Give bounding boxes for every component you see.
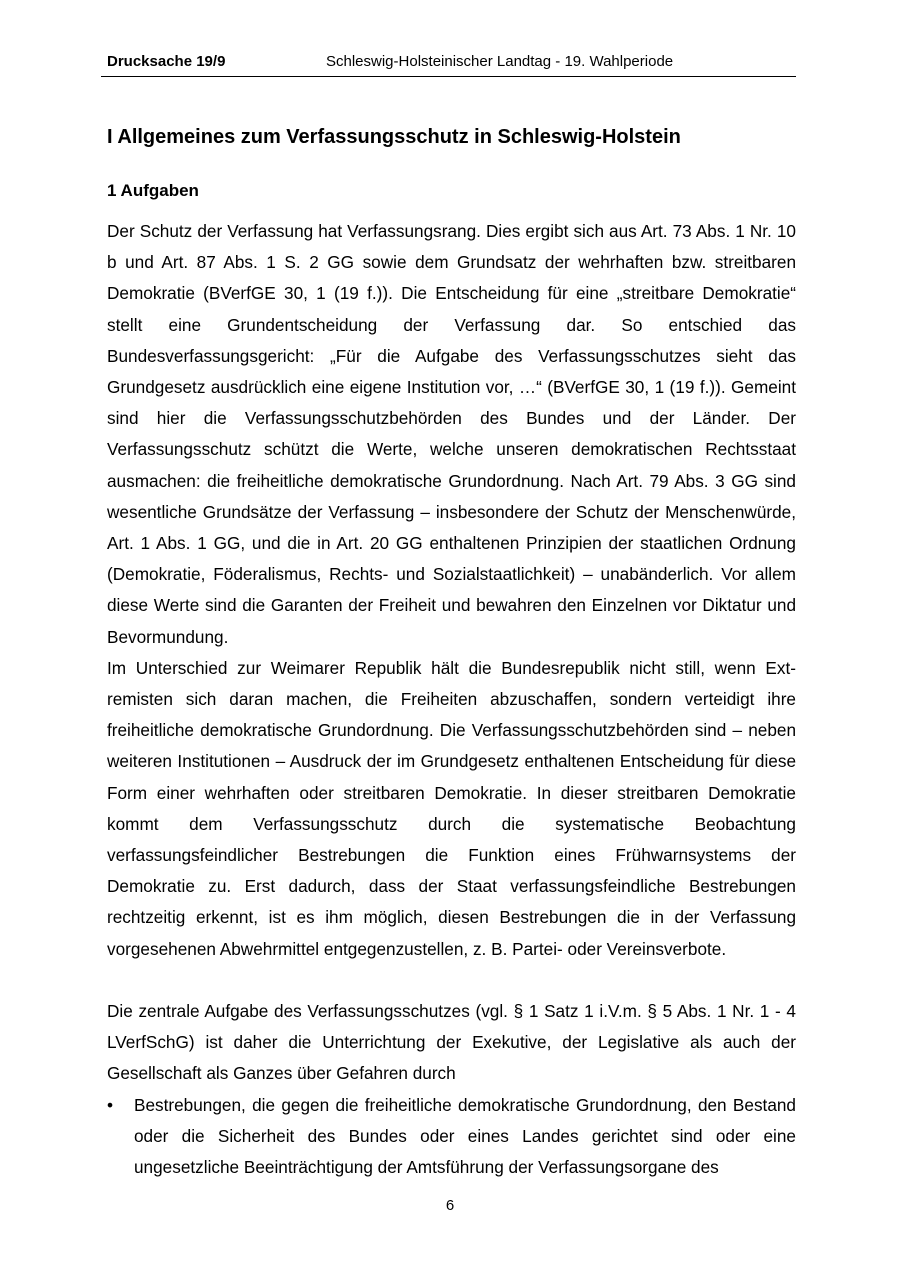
bullet-marker: • bbox=[107, 1095, 114, 1115]
subsection-title: 1 Aufgaben bbox=[107, 181, 199, 200]
body-text-block bbox=[107, 216, 796, 965]
document-number: Drucksache 19/9 bbox=[107, 53, 226, 70]
paragraph-1: Der Schutz der Verfassung hat Verfassungsrang. Dies ergibt sich aus Art. 73 Abs. 1 Nr. 10 b und Art. 87 Abs. 1 S. 2 GG sowie dem Grundsatz der wehrhaften bzw. streitbaren Demokratie (BVerfGE 30, 1 (19 f.)). Die Entscheidung für eine „streitbare Demokratie“ stellt eine Grundentscheidung der Verfassung dar. So entschied das Bundesverfassungsgericht: „Für die Aufgabe des Verfassungsschutzes sieht das Grundgesetz ausdrücklich eine eigene Institution vor, …“ (BVerfGE 30, 1 (19 f.)). Gemeint sind hier die Verfassungsschutzbehörden des Bundes und der Länder. Der Verfassungsschutz schützt die Werte, welche unseren demokratischen Rechtsstaat ausmachen: die freiheitliche demokratische Grundordnung. Nach Art. 79 Abs. 3 GG sind wesentliche Grundsätze der Verfassung – insbesondere der Schutz der Menschenwürde, Art. 1 Abs. 1 GG, und die in Art. 20 GG enthaltenen Prinzipien der staatlichen Ordnung (Demokratie, Föderalismus, Rechts- und Sozialstaatlichkeit) – unabänderlich. Vor allem diese Werte sind die Garanten der Freiheit und bewahren den Einzelnen vor Diktatur und Bevormundung. bbox=[107, 221, 796, 647]
section-title: I Allgemeines zum Verfassungsschutz in Schleswig-Holstein bbox=[107, 126, 681, 148]
bullet-item bbox=[107, 1090, 796, 1184]
bullet-text: Bestrebungen, die gegen die freiheitliche demokratische Grundordnung, den Bestand oder die Sicherheit des Bundes oder eines Landes gerichtet sind oder eine ungesetzliche Beeinträchtigung der Amtsführung der Verfassungsorgane des bbox=[134, 1095, 796, 1178]
paragraph-3: Die zentrale Aufgabe des Verfassungsschutzes (vgl. § 1 Satz 1 i.V.m. § 5 Abs. 1 Nr. 1 - 4 LVerfSchG) ist daher die Unterrichtung der Exekutive, der Legislative als auch der Gesellschaft als Ganzes über Gefahren durch bbox=[107, 1001, 796, 1084]
parliament-period: Schleswig-Holsteinischer Landtag - 19. Wahlperiode bbox=[326, 53, 674, 70]
bullet-list bbox=[107, 1090, 796, 1184]
paragraph-2: Im Unterschied zur Weimarer Republik hält die Bundesrepublik nicht still, wenn Extremisten sich daran machen, die Freiheiten abzuschaffen, sondern verteidigt ihre freiheitliche demokratische Grundordnung. Die Verfassungsschutzbehörden sind – neben weiteren Institutionen – Ausdruck der im Grundgesetz enthaltenen Entscheidung für diese Form einer wehrhaften oder streitbaren Demokratie. In dieser streitbaren Demokratie kommt dem Verfassungsschutz durch die systematische Beobachtung verfassungsfeindlicher Bestrebungen die Funktion eines Frühwarnsystems der Demokratie zu. Erst dadurch, dass der Staat verfassungsfeindliche Bestrebungen rechtzeitig erkennt, ist es ihm möglich, diesen Bestrebungen die in der Verfassung vorgesehenen Abwehrmittel entgegenzustellen, z. B. Partei- oder Vereinsverbote. bbox=[107, 657, 796, 959]
page-number: 6 bbox=[445, 1197, 455, 1214]
page-header bbox=[101, 52, 796, 77]
